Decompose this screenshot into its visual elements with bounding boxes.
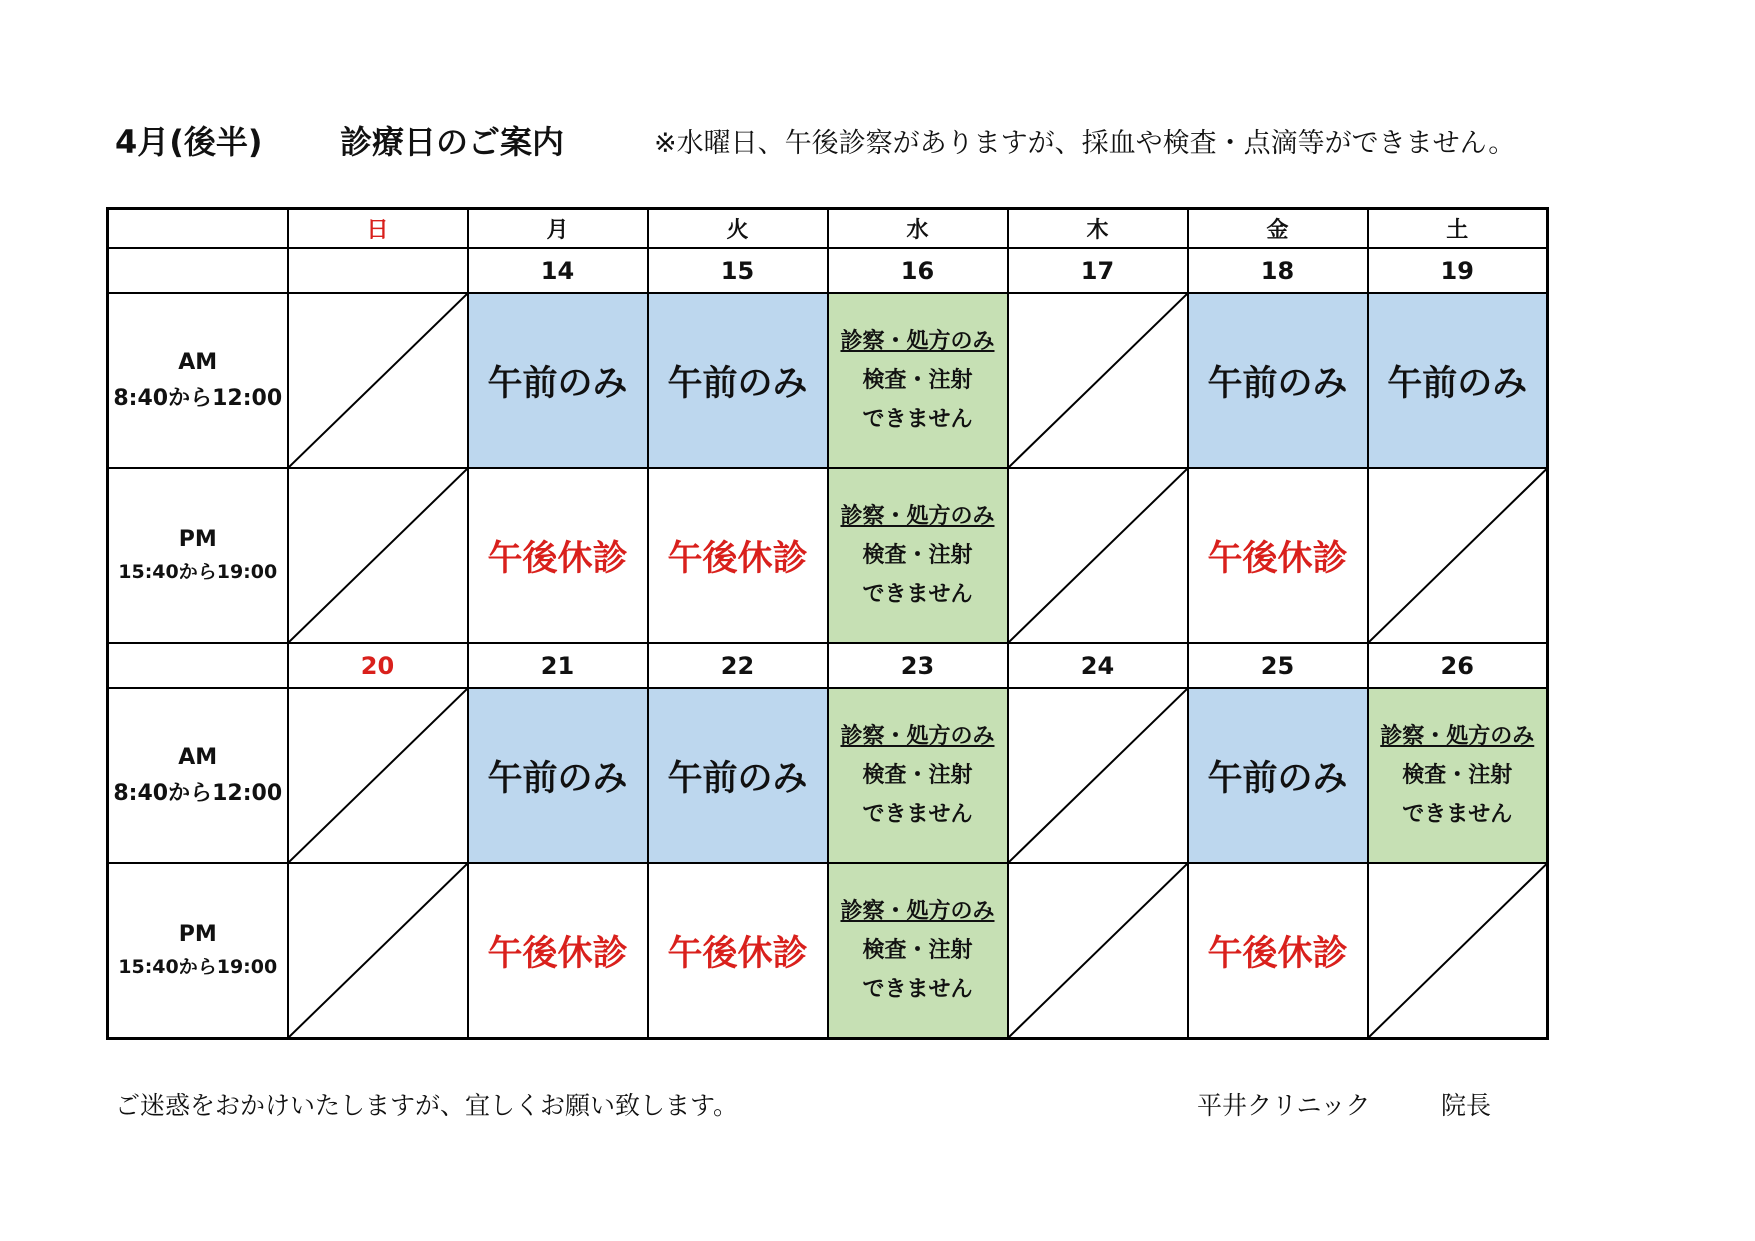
morning-only-text: 午前のみ [487,363,628,404]
limited-service-cell [828,863,1008,1039]
afternoon-closed-cell [468,468,648,643]
limited-line-3: できません [862,977,973,1002]
date-cell: 21 [468,643,648,688]
date-cell: 18 [1188,248,1368,293]
morning-only-cell [648,293,828,468]
no-service-cell [1008,688,1188,863]
limited-line-3: できません [1402,802,1513,827]
clinic-name: 平井クリニック [1197,1091,1371,1120]
director-signature: 院長 [1441,1091,1492,1120]
date-cell [288,248,468,293]
morning-only-text: 午前のみ [1387,363,1528,404]
morning-only-cell [1368,293,1548,468]
no-service-cell [1368,468,1548,643]
diagonal-slash [289,294,467,467]
limited-line-2: 検査・注射 [862,368,973,393]
date-cell: 15 [648,248,828,293]
date-cell: 16 [828,248,1008,293]
weekday-header: 木 [1008,209,1188,249]
no-service-cell [288,688,468,863]
no-service-cell [1008,468,1188,643]
morning-only-cell [468,293,648,468]
weekday-header: 土 [1368,209,1548,249]
diagonal-slash [1009,689,1187,862]
diagonal-slash [1009,294,1187,467]
am-row [108,688,1548,863]
no-service-cell [1368,863,1548,1039]
limited-line-2: 検査・注射 [1402,763,1513,788]
date-cell: 26 [1368,643,1548,688]
afternoon-closed-cell [648,468,828,643]
diagonal-slash [1369,469,1547,642]
pm-row [108,468,1548,643]
pm-label: PM [178,526,217,552]
limited-service-cell [828,688,1008,863]
morning-only-text: 午前のみ [487,758,628,799]
limited-service-cell [1368,688,1548,863]
date-cell: 19 [1368,248,1548,293]
afternoon-closed-text: 午後休診 [667,538,808,579]
afternoon-closed-cell [1188,468,1368,643]
am-label: AM [178,745,218,770]
schedule-table [106,207,1549,1040]
limited-line-1: 診察・処方のみ [840,504,995,529]
date-row-label [108,248,288,293]
afternoon-closed-text: 午後休診 [1207,538,1348,579]
pm-hours: 15:40から19:00 [118,561,278,584]
no-service-cell [288,863,468,1039]
limited-service-cell [828,468,1008,643]
page-title: 診療日のご案内 [340,123,565,161]
afternoon-closed-text: 午後休診 [1207,933,1348,974]
morning-only-cell [1188,688,1368,863]
afternoon-closed-cell [1188,863,1368,1039]
am-hours: 8:40から12:00 [113,780,283,806]
weekday-header: 金 [1188,209,1368,249]
morning-only-cell [468,688,648,863]
weekday-header: 日 [288,209,468,249]
limited-line-2: 検査・注射 [862,763,973,788]
no-service-cell [288,468,468,643]
diagonal-slash [1369,864,1547,1037]
limited-line-2: 検査・注射 [862,543,973,568]
morning-only-text: 午前のみ [667,758,808,799]
afternoon-closed-text: 午後休診 [667,933,808,974]
footer-message: ご迷惑をおかけいたしますが、宜しくお願い致します。 [115,1091,739,1120]
date-cell: 25 [1188,643,1368,688]
pm-label: PM [178,921,217,947]
limited-line-1: 診察・処方のみ [840,899,995,924]
weekday-row [108,209,1548,249]
date-row [108,643,1548,688]
am-label: AM [178,350,218,375]
date-cell: 24 [1008,643,1188,688]
limited-line-3: できません [862,407,973,432]
diagonal-slash [289,864,467,1037]
limited-line-1: 診察・処方のみ [1380,724,1535,749]
pm-hours: 15:40から19:00 [118,956,278,979]
corner-cell [108,209,288,249]
afternoon-closed-cell [468,863,648,1039]
pm-slot-label [108,863,288,1039]
diagonal-slash [289,469,467,642]
diagonal-slash [289,689,467,862]
weekday-header: 月 [468,209,648,249]
date-row-label [108,643,288,688]
date-row [108,248,1548,293]
weekday-header: 火 [648,209,828,249]
limited-service-cell [828,293,1008,468]
month-heading: 4月(後半) [115,123,263,161]
date-cell: 14 [468,248,648,293]
pm-row [108,863,1548,1039]
afternoon-closed-text: 午後休診 [487,538,628,579]
am-hours: 8:40から12:00 [113,385,283,411]
am-slot-label [108,293,288,468]
diagonal-slash [1009,864,1187,1037]
date-cell: 23 [828,643,1008,688]
no-service-cell [1008,863,1188,1039]
no-service-cell [1008,293,1188,468]
limited-line-2: 検査・注射 [862,938,973,963]
morning-only-text: 午前のみ [1207,758,1348,799]
diagonal-slash [1009,469,1187,642]
date-cell: 20 [288,643,468,688]
morning-only-cell [648,688,828,863]
morning-only-cell [1188,293,1368,468]
weekday-header: 水 [828,209,1008,249]
afternoon-closed-cell [648,863,828,1039]
pm-slot-label [108,468,288,643]
am-slot-label [108,688,288,863]
afternoon-closed-text: 午後休診 [487,933,628,974]
limited-line-1: 診察・処方のみ [840,724,995,749]
am-row [108,293,1548,468]
limited-line-1: 診察・処方のみ [840,329,995,354]
date-cell: 17 [1008,248,1188,293]
date-cell: 22 [648,643,828,688]
morning-only-text: 午前のみ [667,363,808,404]
morning-only-text: 午前のみ [1207,363,1348,404]
no-service-cell [288,293,468,468]
limited-line-3: できません [862,802,973,827]
limited-line-3: できません [862,582,973,607]
wednesday-note: ※水曜日、午後診察がありますが、採血や検査・点滴等ができません。 [654,128,1516,159]
